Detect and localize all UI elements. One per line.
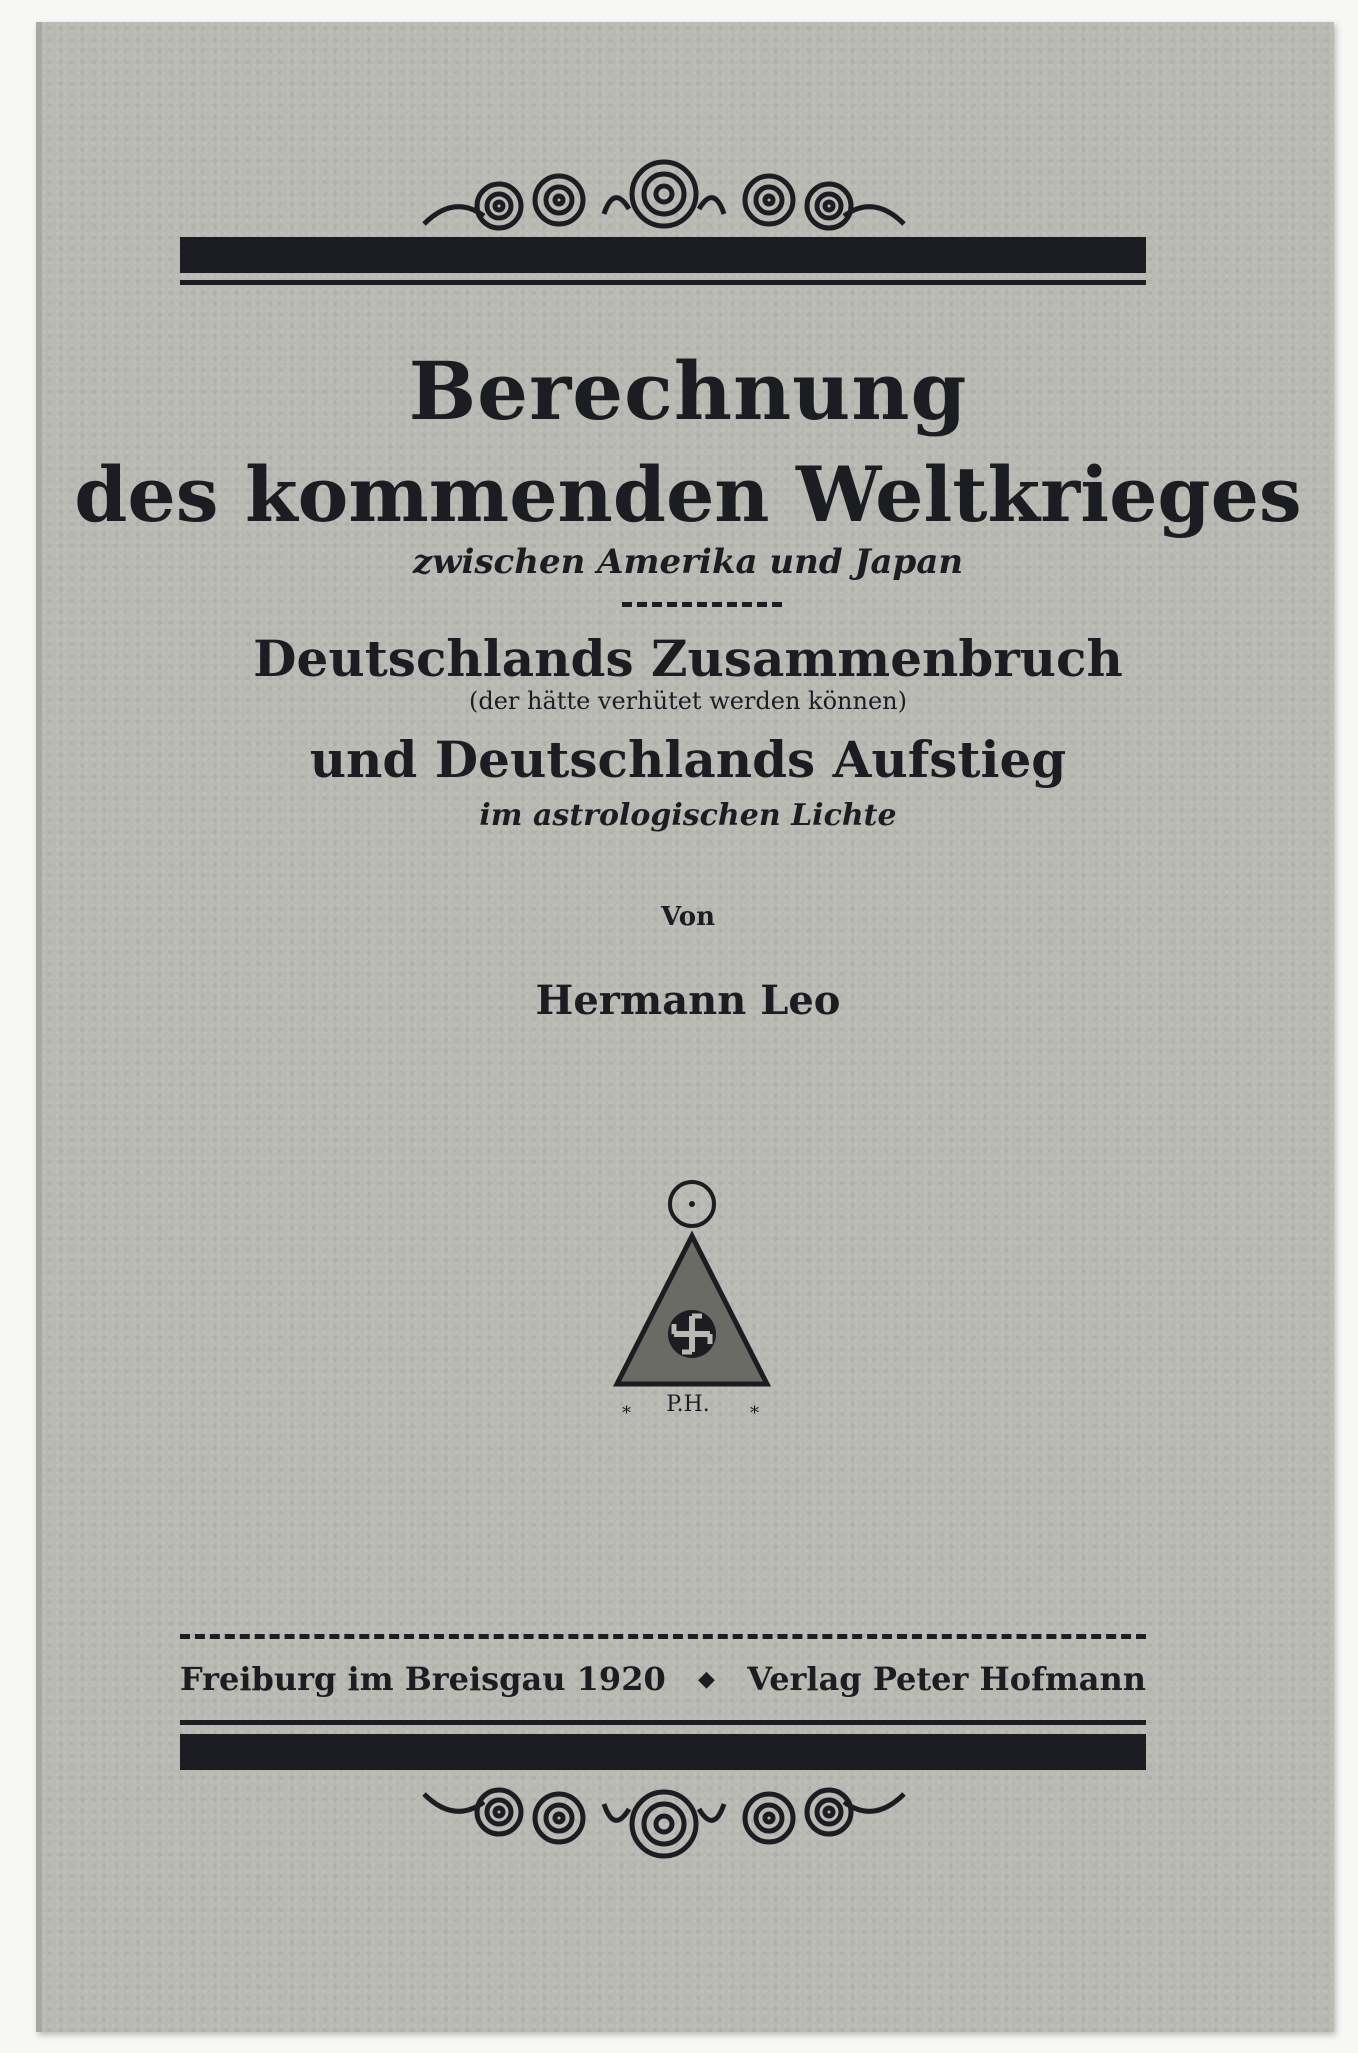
emblem-initials: P.H. (666, 1392, 710, 1417)
svg-text:*: * (750, 1403, 759, 1424)
separator-diamond-icon: ◆ (698, 1666, 715, 1692)
heading-collapse: Deutschlands Zusammenbruch (253, 629, 1123, 688)
subtitle-astrological: im astrologischen Lichte (479, 798, 897, 833)
bottom-thin-rule (180, 1720, 1146, 1725)
by-label: Von (660, 902, 716, 932)
top-spiral-ornament (414, 154, 914, 244)
title-line-2: des kommenden Weltkrieges (74, 450, 1302, 539)
svg-text:*: * (622, 1403, 631, 1424)
publisher-name: Verlag Peter Hofmann (747, 1660, 1146, 1698)
title-line-1: Berechnung (408, 344, 968, 438)
bottom-spiral-ornament (414, 1774, 914, 1864)
heading-collapse-note: (der hätte verhütet werden können) (469, 687, 907, 715)
book-cover (36, 22, 1334, 2032)
short-dashed-divider (622, 602, 782, 607)
top-thin-rule (180, 280, 1146, 285)
publication-place-year: Freiburg im Breisgau 1920 (180, 1660, 666, 1698)
subtitle-americas-japan: zwischen Amerika und Japan (412, 542, 964, 582)
bottom-thick-rule (180, 1734, 1146, 1770)
imprint-top-dashed-rule (180, 1634, 1146, 1639)
heading-rise: und Deutschlands Aufstieg (309, 730, 1067, 789)
top-thick-rule (180, 237, 1146, 273)
imprint-line (180, 1654, 1146, 1704)
author-name: Hermann Leo (535, 977, 841, 1024)
